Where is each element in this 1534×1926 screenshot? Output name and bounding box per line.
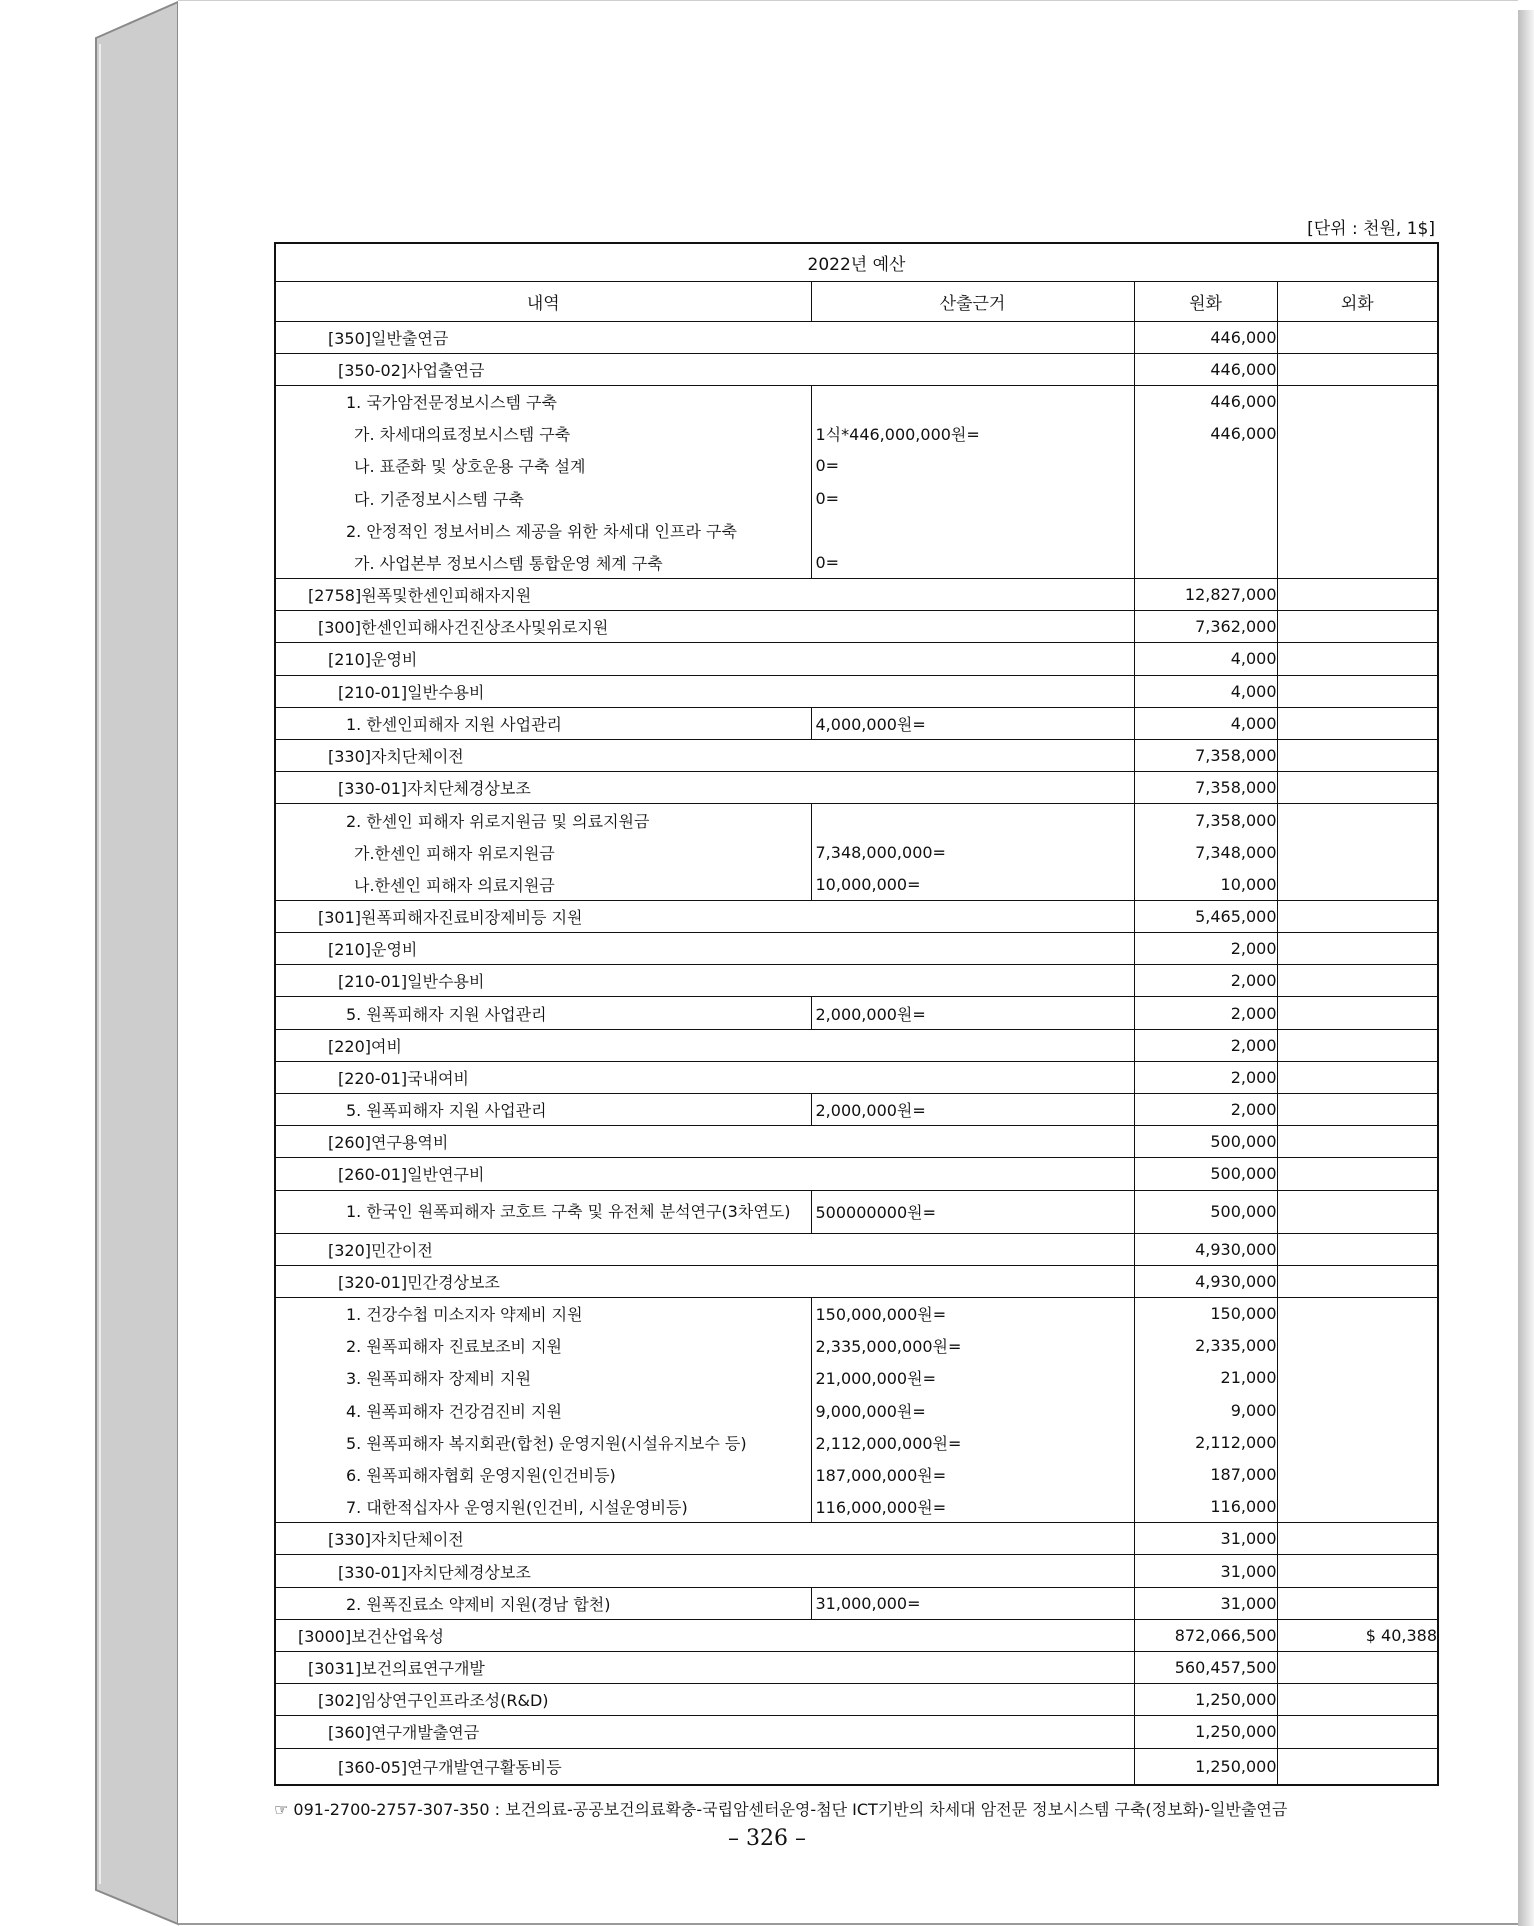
- row-foreign: [1277, 900, 1438, 932]
- row-item: [220]여비: [275, 1029, 1134, 1061]
- row-item: 3. 원폭피해자 장제비 지원: [275, 1362, 811, 1394]
- row-item: [360-05]연구개발연구활동비등: [275, 1748, 1134, 1785]
- row-krw: 2,000: [1134, 1094, 1277, 1126]
- row-item: 2. 원폭피해자 진료보조비 지원: [275, 1330, 811, 1362]
- table-row: [275, 1491, 1438, 1523]
- row-foreign: [1277, 1126, 1438, 1158]
- row-foreign: [1277, 772, 1438, 804]
- row-foreign: [1277, 1426, 1438, 1458]
- table-row: [275, 836, 1438, 868]
- row-foreign: [1277, 1748, 1438, 1785]
- row-krw: 1,250,000: [1134, 1716, 1277, 1748]
- row-foreign: [1277, 1265, 1438, 1297]
- table-row: [275, 418, 1438, 450]
- unit-label: [단위 : 천원, 1$]: [1307, 219, 1435, 239]
- row-krw: 4,000: [1134, 643, 1277, 675]
- row-krw: 500,000: [1134, 1190, 1277, 1233]
- table-row: [275, 450, 1438, 482]
- row-foreign: [1277, 1587, 1438, 1619]
- table-row: [275, 1394, 1438, 1426]
- row-item: 7. 대한적십자사 운영지원(인건비, 시설운영비등): [275, 1491, 811, 1523]
- row-krw: 560,457,500: [1134, 1652, 1277, 1684]
- row-foreign: [1277, 643, 1438, 675]
- row-basis: 0=: [811, 546, 1134, 578]
- table-row: [275, 1265, 1438, 1297]
- row-item: 다. 기준정보시스템 구축: [275, 482, 811, 514]
- row-krw: 31,000: [1134, 1555, 1277, 1587]
- table-row: [275, 1190, 1438, 1233]
- row-foreign: [1277, 385, 1438, 417]
- row-item: [320]민간이전: [275, 1233, 1134, 1265]
- row-item: [260]연구용역비: [275, 1126, 1134, 1158]
- table-row: [275, 1716, 1438, 1748]
- row-item: 6. 원폭피해자협회 운영지원(인건비등): [275, 1458, 811, 1490]
- table-row: [275, 804, 1438, 836]
- row-basis: 0=: [811, 482, 1134, 514]
- row-basis: 2,000,000원=: [811, 1094, 1134, 1126]
- row-foreign: [1277, 579, 1438, 611]
- row-item: 가. 사업본부 정보시스템 통합운영 체계 구축: [275, 546, 811, 578]
- row-item: [210-01]일반수용비: [275, 965, 1134, 997]
- row-krw: 1,250,000: [1134, 1748, 1277, 1785]
- table-row: [275, 1094, 1438, 1126]
- page-edge-shadow: [1518, 10, 1534, 1926]
- table-row: [275, 514, 1438, 546]
- row-krw: 446,000: [1134, 321, 1277, 353]
- row-krw: 12,827,000: [1134, 579, 1277, 611]
- table-row: [275, 546, 1438, 578]
- row-krw: 9,000: [1134, 1394, 1277, 1426]
- row-item: 1. 건강수첩 미소지자 약제비 지원: [275, 1297, 811, 1329]
- row-basis: 7,348,000,000=: [811, 836, 1134, 868]
- page-number: – 326 –: [728, 1826, 806, 1851]
- row-basis: 187,000,000원=: [811, 1458, 1134, 1490]
- row-foreign: [1277, 965, 1438, 997]
- row-item: [2758]원폭및한센인피해자지원: [275, 579, 1134, 611]
- table-row: [275, 611, 1438, 643]
- row-krw: 7,358,000: [1134, 804, 1277, 836]
- column-header-item: 내역: [275, 281, 811, 321]
- table-row: [275, 1684, 1438, 1716]
- row-item: [350-02]사업출연금: [275, 353, 1134, 385]
- row-krw: 446,000: [1134, 353, 1277, 385]
- row-foreign: [1277, 1190, 1438, 1233]
- row-krw: 31,000: [1134, 1523, 1277, 1555]
- row-foreign: [1277, 546, 1438, 578]
- row-krw: 10,000: [1134, 868, 1277, 900]
- row-krw: 116,000: [1134, 1491, 1277, 1523]
- row-krw: 187,000: [1134, 1458, 1277, 1490]
- table-row: [275, 1029, 1438, 1061]
- row-basis: 31,000,000=: [811, 1587, 1134, 1619]
- row-foreign: [1277, 1330, 1438, 1362]
- table-row: [275, 868, 1438, 900]
- row-item: [330]자치단체이전: [275, 1523, 1134, 1555]
- row-item: [301]원폭피해자진료비장제비등 지원: [275, 900, 1134, 932]
- table-row: [275, 353, 1438, 385]
- row-item: [360]연구개발출연금: [275, 1716, 1134, 1748]
- column-header-basis: 산출근거: [811, 281, 1134, 321]
- table-row: [275, 321, 1438, 353]
- table-row: [275, 1555, 1438, 1587]
- row-foreign: [1277, 1716, 1438, 1748]
- table-row: [275, 1297, 1438, 1329]
- table-row: [275, 1158, 1438, 1190]
- table-row: [275, 643, 1438, 675]
- row-krw: 31,000: [1134, 1587, 1277, 1619]
- table-row: [275, 1652, 1438, 1684]
- row-krw: 4,000: [1134, 675, 1277, 707]
- row-basis: 1식*446,000,000원=: [811, 418, 1134, 450]
- row-foreign: [1277, 804, 1438, 836]
- row-item: [3031]보건의료연구개발: [275, 1652, 1134, 1684]
- row-item: 5. 원폭피해자 복지회관(합천) 운영지원(시설유지보수 등): [275, 1426, 811, 1458]
- row-foreign: [1277, 321, 1438, 353]
- table-row: [275, 900, 1438, 932]
- table-row: [275, 997, 1438, 1029]
- table-row: [275, 1748, 1438, 1785]
- row-item: 가. 차세대의료정보시스템 구축: [275, 418, 811, 450]
- row-foreign: [1277, 1684, 1438, 1716]
- row-item: [330-01]자치단체경상보조: [275, 772, 1134, 804]
- row-basis: 116,000,000원=: [811, 1491, 1134, 1523]
- row-basis: [811, 385, 1134, 417]
- row-item: 가.한센인 피해자 위로지원금: [275, 836, 811, 868]
- row-basis: 2,335,000,000원=: [811, 1330, 1134, 1362]
- row-basis: 500000000원=: [811, 1190, 1134, 1233]
- table-row: [275, 707, 1438, 739]
- table-row: [275, 1523, 1438, 1555]
- row-item: 1. 한센인피해자 지원 사업관리: [275, 707, 811, 739]
- row-krw: 4,000: [1134, 707, 1277, 739]
- table-row: [275, 772, 1438, 804]
- row-foreign: [1277, 707, 1438, 739]
- row-foreign: [1277, 997, 1438, 1029]
- table-row: [275, 933, 1438, 965]
- row-krw: 446,000: [1134, 385, 1277, 417]
- table-row: [275, 1233, 1438, 1265]
- row-foreign: [1277, 482, 1438, 514]
- row-krw: 1,250,000: [1134, 1684, 1277, 1716]
- row-item: [330]자치단체이전: [275, 739, 1134, 771]
- budget-table-body: [275, 321, 1438, 1785]
- table-row: [275, 1330, 1438, 1362]
- row-krw: 7,362,000: [1134, 611, 1277, 643]
- row-krw: 2,000: [1134, 1061, 1277, 1093]
- table-row: [275, 1362, 1438, 1394]
- row-item: 5. 원폭피해자 지원 사업관리: [275, 1094, 811, 1126]
- row-item: [320-01]민간경상보조: [275, 1265, 1134, 1297]
- footnote: ☞ 091-2700-2757-307-350 : 보건의료-공공보건의료확충-국립암센터운영-첨단 ICT기반의 차세대 암전문 정보시스템 구축(정보화)-일반출연금: [274, 1800, 1288, 1819]
- row-foreign: [1277, 1491, 1438, 1523]
- row-basis: 21,000,000원=: [811, 1362, 1134, 1394]
- table-row: [275, 675, 1438, 707]
- row-krw: 2,335,000: [1134, 1330, 1277, 1362]
- row-foreign: [1277, 1458, 1438, 1490]
- table-row: [275, 965, 1438, 997]
- row-item: 나. 표준화 및 상호운용 구축 설계: [275, 450, 811, 482]
- row-krw: 2,000: [1134, 997, 1277, 1029]
- row-item: 1. 국가암전문정보시스템 구축: [275, 385, 811, 417]
- row-foreign: [1277, 868, 1438, 900]
- row-krw: [1134, 450, 1277, 482]
- row-krw: 872,066,500: [1134, 1619, 1277, 1651]
- row-basis: 150,000,000원=: [811, 1297, 1134, 1329]
- row-item: [220-01]국내여비: [275, 1061, 1134, 1093]
- row-item: 나.한센인 피해자 의료지원금: [275, 868, 811, 900]
- column-header-krw: 원화: [1134, 281, 1277, 321]
- row-item: [210]운영비: [275, 933, 1134, 965]
- row-item: 4. 원폭피해자 건강검진비 지원: [275, 1394, 811, 1426]
- row-item: [210]운영비: [275, 643, 1134, 675]
- row-krw: 5,465,000: [1134, 900, 1277, 932]
- row-krw: 150,000: [1134, 1297, 1277, 1329]
- row-krw: [1134, 546, 1277, 578]
- table-row: [275, 1126, 1438, 1158]
- row-foreign: [1277, 1233, 1438, 1265]
- row-krw: 7,348,000: [1134, 836, 1277, 868]
- row-foreign: [1277, 450, 1438, 482]
- table-row: [275, 1587, 1438, 1619]
- row-foreign: [1277, 418, 1438, 450]
- row-item: [350]일반출연금: [275, 321, 1134, 353]
- row-foreign: $ 40,388: [1277, 1619, 1438, 1651]
- row-foreign: [1277, 353, 1438, 385]
- row-krw: 21,000: [1134, 1362, 1277, 1394]
- row-krw: 4,930,000: [1134, 1265, 1277, 1297]
- row-item: 2. 한센인 피해자 위로지원금 및 의료지원금: [275, 804, 811, 836]
- row-basis: 9,000,000원=: [811, 1394, 1134, 1426]
- row-foreign: [1277, 675, 1438, 707]
- row-item: [210-01]일반수용비: [275, 675, 1134, 707]
- row-foreign: [1277, 1555, 1438, 1587]
- row-krw: [1134, 514, 1277, 546]
- table-row: [275, 1061, 1438, 1093]
- row-krw: [1134, 482, 1277, 514]
- row-krw: 4,930,000: [1134, 1233, 1277, 1265]
- row-foreign: [1277, 1523, 1438, 1555]
- row-item: 2. 안정적인 정보서비스 제공을 위한 차세대 인프라 구축: [275, 514, 811, 546]
- row-item: 5. 원폭피해자 지원 사업관리: [275, 997, 811, 1029]
- table-row: [275, 482, 1438, 514]
- row-foreign: [1277, 1029, 1438, 1061]
- row-item: [330-01]자치단체경상보조: [275, 1555, 1134, 1587]
- row-foreign: [1277, 514, 1438, 546]
- row-foreign: [1277, 1061, 1438, 1093]
- row-item: [260-01]일반연구비: [275, 1158, 1134, 1190]
- row-item: 1. 한국인 원폭피해자 코호트 구축 및 유전체 분석연구(3차연도): [275, 1190, 811, 1233]
- budget-table: [274, 242, 1439, 1786]
- table-row: [275, 739, 1438, 771]
- table-title: 2022년 예산: [275, 243, 1438, 281]
- row-item: [302]임상연구인프라조성(R&D): [275, 1684, 1134, 1716]
- row-foreign: [1277, 1362, 1438, 1394]
- row-krw: 500,000: [1134, 1158, 1277, 1190]
- table-row: [275, 579, 1438, 611]
- row-item: [300]한센인피해사건진상조사및위로지원: [275, 611, 1134, 643]
- row-krw: 7,358,000: [1134, 772, 1277, 804]
- row-krw: 2,000: [1134, 1029, 1277, 1061]
- table-row: [275, 1458, 1438, 1490]
- row-foreign: [1277, 1094, 1438, 1126]
- book-spine-illustration: [0, 0, 180, 1926]
- row-basis: 0=: [811, 450, 1134, 482]
- row-foreign: [1277, 933, 1438, 965]
- column-header-foreign: 외화: [1277, 281, 1438, 321]
- row-item: [3000]보건산업육성: [275, 1619, 1134, 1651]
- row-basis: 2,112,000,000원=: [811, 1426, 1134, 1458]
- row-item: 2. 원폭진료소 약제비 지원(경남 합천): [275, 1587, 811, 1619]
- row-foreign: [1277, 1297, 1438, 1329]
- row-krw: 7,358,000: [1134, 739, 1277, 771]
- row-krw: 2,000: [1134, 965, 1277, 997]
- row-foreign: [1277, 836, 1438, 868]
- row-krw: 446,000: [1134, 418, 1277, 450]
- row-foreign: [1277, 1652, 1438, 1684]
- row-krw: 2,000: [1134, 933, 1277, 965]
- row-basis: 4,000,000원=: [811, 707, 1134, 739]
- row-foreign: [1277, 739, 1438, 771]
- row-basis: [811, 804, 1134, 836]
- table-row: [275, 385, 1438, 417]
- row-basis: [811, 514, 1134, 546]
- table-row: [275, 1619, 1438, 1651]
- row-basis: 2,000,000원=: [811, 997, 1134, 1029]
- row-foreign: [1277, 1394, 1438, 1426]
- table-row: [275, 1426, 1438, 1458]
- row-krw: 500,000: [1134, 1126, 1277, 1158]
- row-krw: 2,112,000: [1134, 1426, 1277, 1458]
- row-basis: 10,000,000=: [811, 868, 1134, 900]
- row-foreign: [1277, 611, 1438, 643]
- row-foreign: [1277, 1158, 1438, 1190]
